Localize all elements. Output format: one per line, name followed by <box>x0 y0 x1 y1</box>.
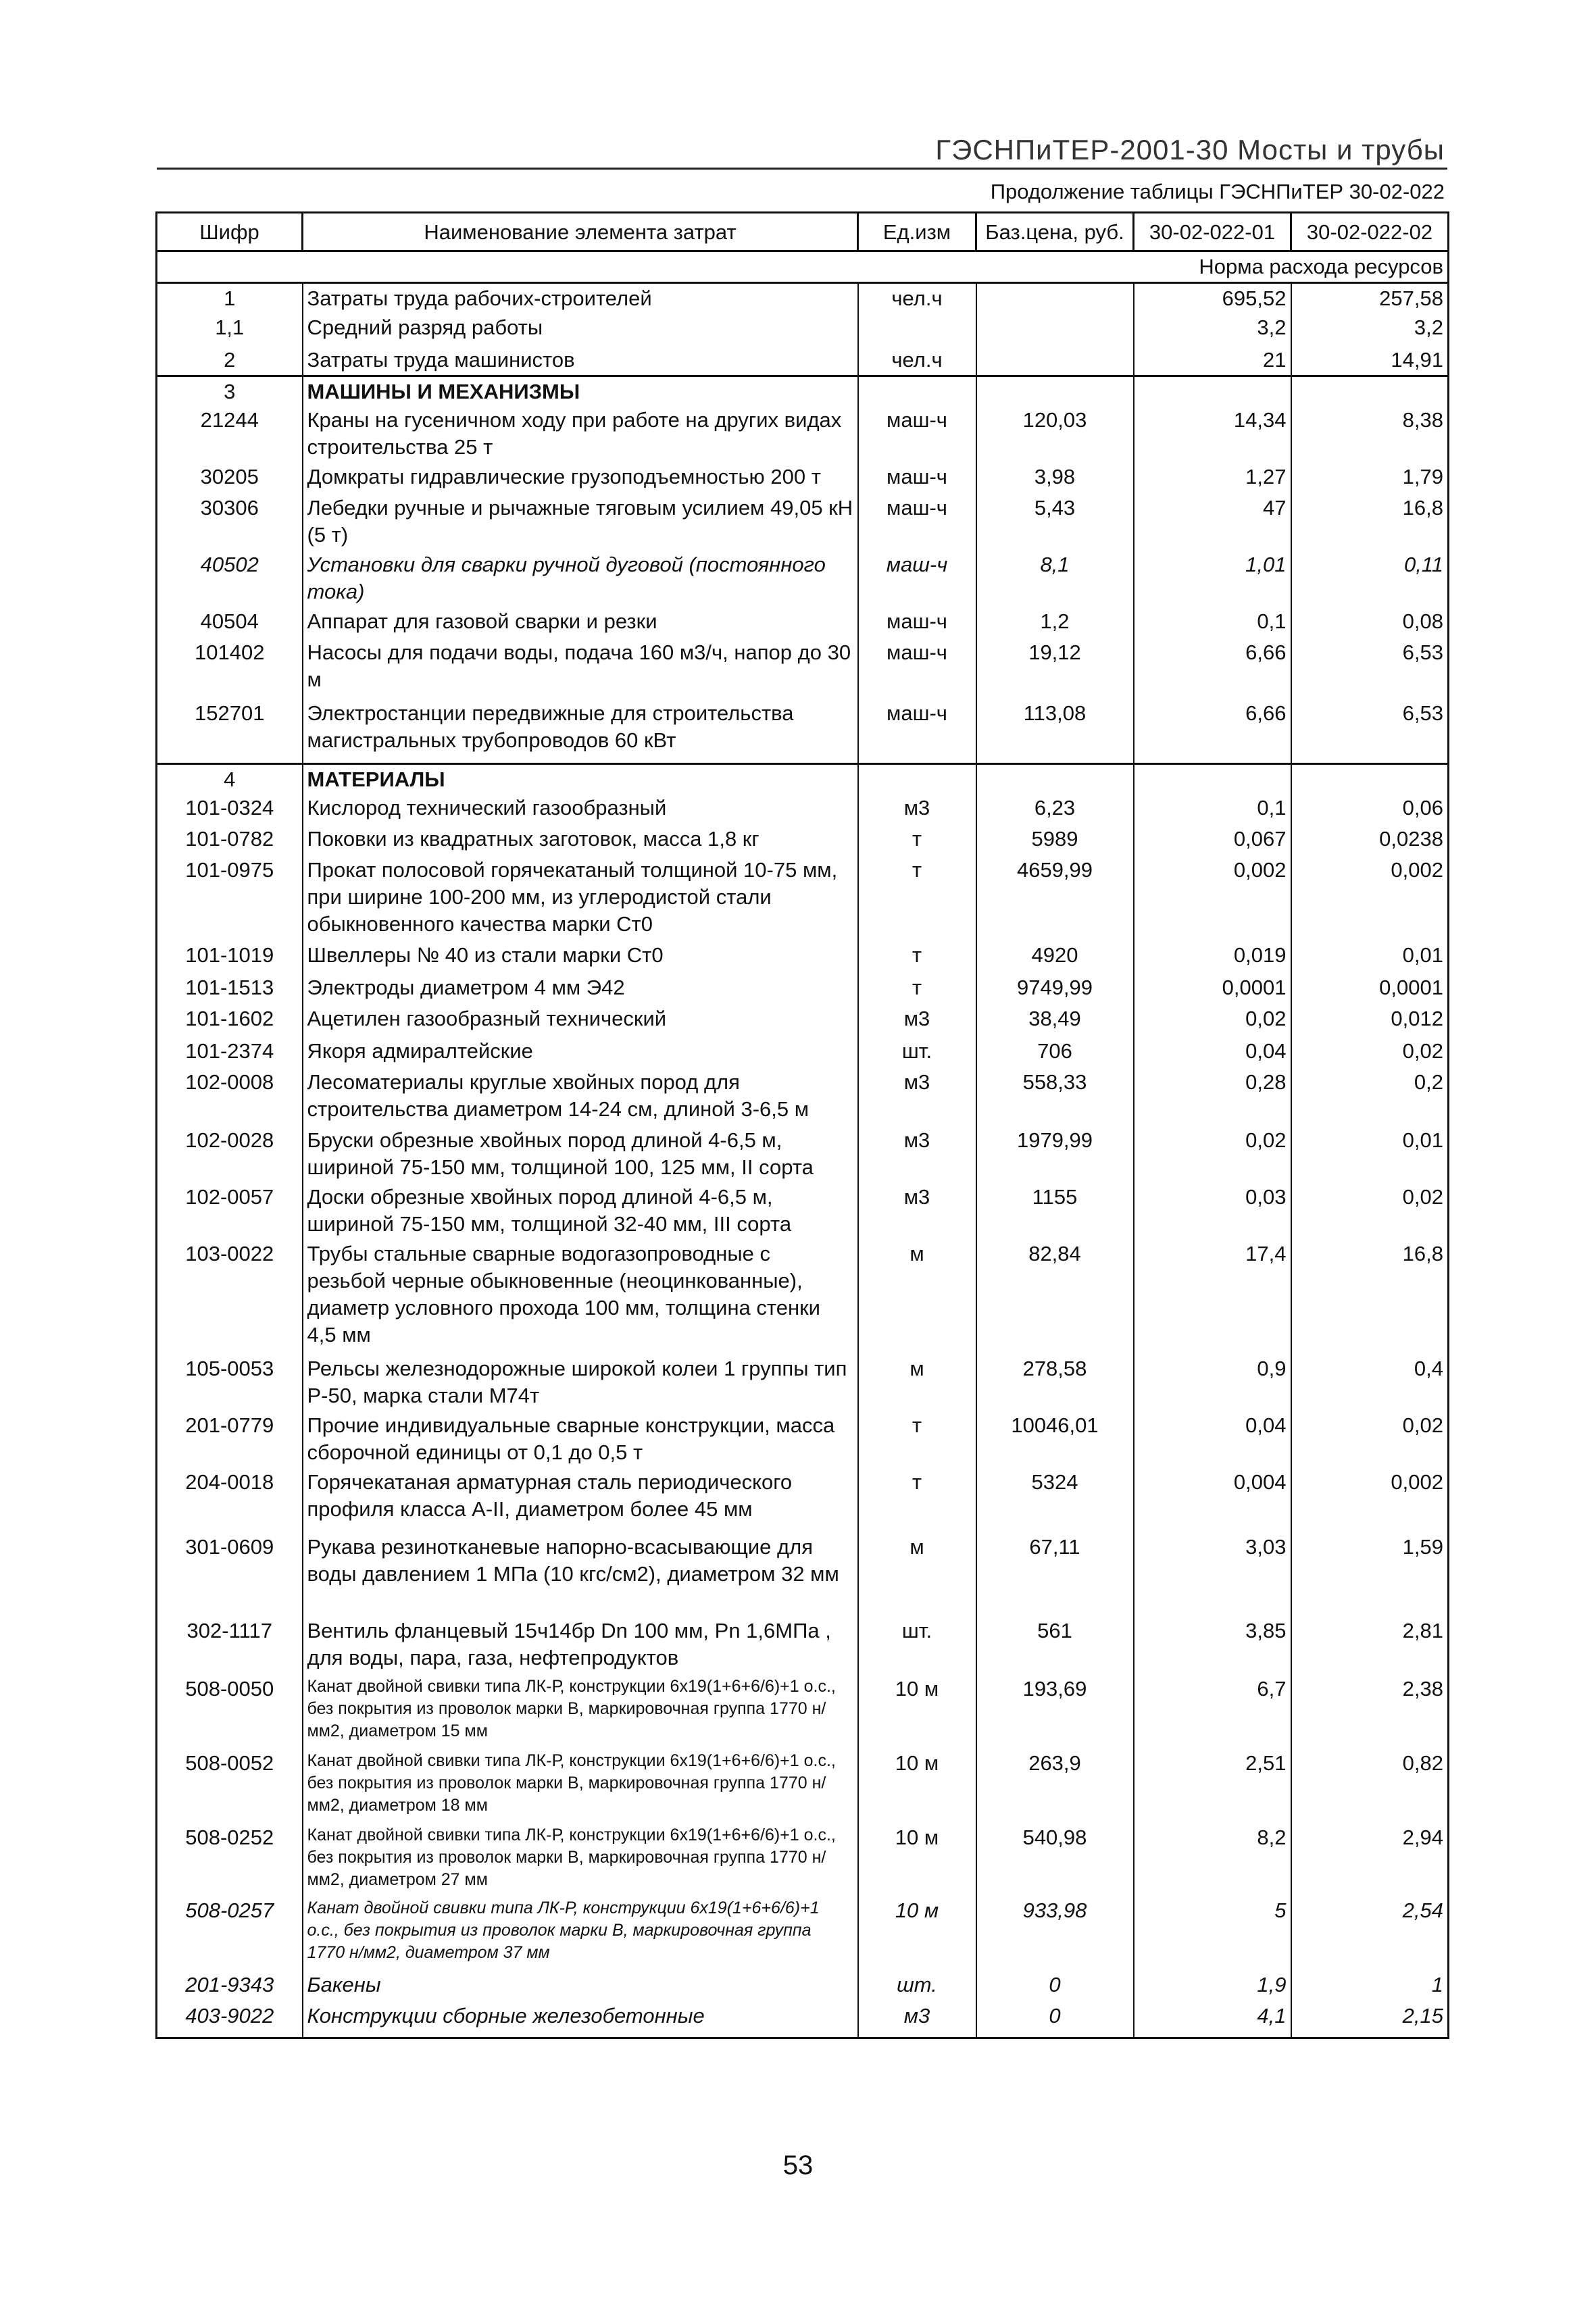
row-value-01: 14,34 <box>1134 405 1291 462</box>
table-row <box>157 1036 1449 1067</box>
row-unit: м3 <box>858 1004 976 1036</box>
row-value-02 <box>1291 763 1449 793</box>
row-name: Конструкции сборные железобетонные <box>303 2001 858 2038</box>
row-value-02: 0,02 <box>1291 1411 1449 1467</box>
row-base-price: 5989 <box>976 824 1134 855</box>
row-value-02 <box>1291 376 1449 406</box>
row-value-01: 0,1 <box>1134 793 1291 824</box>
row-base-price: 561 <box>976 1616 1134 1674</box>
row-code: 21244 <box>157 405 303 462</box>
row-value-01: 0,002 <box>1134 855 1291 940</box>
row-code: 201-0779 <box>157 1411 303 1467</box>
row-unit: м <box>858 1354 976 1411</box>
row-name: Трубы стальные сварные водогазопроводные с резьбой черные обыкновенные (неоцинкованные), диаметр условного прохода 100 мм, толщина стенки 4,5 мм <box>303 1239 858 1354</box>
row-name: Канат двойной свивки типа ЛК-Р, конструкции 6х19(1+6+6/6)+1 о.с., без покрытия из проволок марки В, маркировочная группа 1770 н/мм2, диаметром 37 мм <box>303 1896 858 1970</box>
row-base-price: 4920 <box>976 940 1134 973</box>
row-value-02: 3,2 <box>1291 313 1449 345</box>
row-base-price: 263,9 <box>976 1749 1134 1823</box>
row-unit: т <box>858 824 976 855</box>
row-base-price <box>976 283 1134 313</box>
row-base-price: 540,98 <box>976 1823 1134 1896</box>
row-unit: м3 <box>858 2001 976 2038</box>
row-value-02: 257,58 <box>1291 283 1449 313</box>
row-code: 30205 <box>157 462 303 493</box>
row-unit: маш-ч <box>858 550 976 607</box>
row-code: 102-0028 <box>157 1126 303 1182</box>
row-code: 1,1 <box>157 313 303 345</box>
row-unit: 10 м <box>858 1749 976 1823</box>
row-name: Аппарат для газовой сварки и резки <box>303 607 858 638</box>
row-base-price: 67,11 <box>976 1532 1134 1616</box>
row-base-price: 278,58 <box>976 1354 1134 1411</box>
row-base-price: 9749,99 <box>976 973 1134 1004</box>
row-value-01: 0,1 <box>1134 607 1291 638</box>
table-continuation-label: Продолжение таблицы ГЭСНПиТЕР 30-02-022 <box>990 180 1445 203</box>
row-base-price: 0 <box>976 1970 1134 2001</box>
row-base-price: 10046,01 <box>976 1411 1134 1467</box>
table-row <box>157 1467 1449 1532</box>
row-value-02: 0,08 <box>1291 607 1449 638</box>
row-base-price: 6,23 <box>976 793 1134 824</box>
row-unit: м <box>858 1532 976 1616</box>
row-base-price: 4659,99 <box>976 855 1134 940</box>
row-base-price: 558,33 <box>976 1067 1134 1126</box>
row-name: Краны на гусеничном ходу при работе на других видах строительства 25 т <box>303 405 858 462</box>
row-value-01: 3,2 <box>1134 313 1291 345</box>
table-row <box>157 973 1449 1004</box>
column-header-name: Наименование элемента затрат <box>303 213 858 251</box>
table-row <box>157 2001 1449 2038</box>
table-row <box>157 313 1449 345</box>
row-value-01: 0,004 <box>1134 1467 1291 1532</box>
column-header-variant-01: 30-02-022-01 <box>1134 213 1291 251</box>
section-row <box>157 376 1449 406</box>
column-header-variant-02: 30-02-022-02 <box>1291 213 1449 251</box>
row-name: Бруски обрезные хвойных пород длиной 4-6,5 м, шириной 75-150 мм, толщиной 100, 125 мм, II сорта <box>303 1126 858 1182</box>
row-base-price: 1979,99 <box>976 1126 1134 1182</box>
row-value-01: 8,2 <box>1134 1823 1291 1896</box>
row-base-price: 8,1 <box>976 550 1134 607</box>
row-code: 101-2374 <box>157 1036 303 1067</box>
table-row <box>157 1616 1449 1674</box>
row-code: 102-0008 <box>157 1067 303 1126</box>
row-code: 4 <box>157 763 303 793</box>
row-name: Вентиль фланцевый 15ч14бр Dn 100 мм, Pn 1,6МПа , для воды, пара, газа, нефтепродуктов <box>303 1616 858 1674</box>
row-value-01: 1,27 <box>1134 462 1291 493</box>
row-value-01: 0,04 <box>1134 1036 1291 1067</box>
row-unit: м3 <box>858 1182 976 1239</box>
row-base-price <box>976 763 1134 793</box>
row-value-02: 0,01 <box>1291 940 1449 973</box>
table-row <box>157 283 1449 313</box>
page-number: 53 <box>782 2150 814 2180</box>
table-header-row <box>157 213 1449 251</box>
table-row <box>157 1239 1449 1354</box>
row-value-01: 0,02 <box>1134 1004 1291 1036</box>
row-base-price: 933,98 <box>976 1896 1134 1970</box>
table-row <box>157 550 1449 607</box>
row-code: 508-0257 <box>157 1896 303 1970</box>
row-name: Затраты труда машинистов <box>303 345 858 376</box>
row-value-02: 16,8 <box>1291 1239 1449 1354</box>
row-name: Кислород технический газообразный <box>303 793 858 824</box>
row-value-01: 4,1 <box>1134 2001 1291 2038</box>
row-code: 105-0053 <box>157 1354 303 1411</box>
row-name: Электроды диаметром 4 мм Э42 <box>303 973 858 1004</box>
row-value-02: 1 <box>1291 1970 1449 2001</box>
row-unit: маш-ч <box>858 638 976 699</box>
row-code: 508-0052 <box>157 1749 303 1823</box>
table-row <box>157 1532 1449 1616</box>
row-base-price: 1,2 <box>976 607 1134 638</box>
table-row <box>157 1970 1449 2001</box>
row-name: Канат двойной свивки типа ЛК-Р, конструкции 6х19(1+6+6/6)+1 о.с., без покрытия из проволок марки В, маркировочная группа 1770 н/мм2, диаметром 27 мм <box>303 1823 858 1896</box>
column-header-code: Шифр <box>157 213 303 251</box>
row-value-02: 14,91 <box>1291 345 1449 376</box>
table-row <box>157 1674 1449 1749</box>
row-base-price <box>976 376 1134 406</box>
row-unit: м3 <box>858 1067 976 1126</box>
row-value-01: 3,03 <box>1134 1532 1291 1616</box>
row-name: Канат двойной свивки типа ЛК-Р, конструкции 6х19(1+6+6/6)+1 о.с., без покрытия из проволок марки В, маркировочная группа 1770 н/мм2, диаметром 15 мм <box>303 1674 858 1749</box>
row-code: 301-0609 <box>157 1532 303 1616</box>
row-unit: 10 м <box>858 1823 976 1896</box>
row-code: 101-0324 <box>157 793 303 824</box>
row-code: 103-0022 <box>157 1239 303 1354</box>
table-row <box>157 1823 1449 1896</box>
row-unit: м <box>858 1239 976 1354</box>
row-value-02: 0,002 <box>1291 1467 1449 1532</box>
table-row <box>157 940 1449 973</box>
row-base-price: 113,08 <box>976 699 1134 763</box>
row-unit: т <box>858 940 976 973</box>
row-unit: маш-ч <box>858 493 976 550</box>
table-row <box>157 824 1449 855</box>
table-row <box>157 462 1449 493</box>
table-row <box>157 699 1449 763</box>
row-unit: чел.ч <box>858 283 976 313</box>
row-value-02: 8,38 <box>1291 405 1449 462</box>
row-value-02: 1,79 <box>1291 462 1449 493</box>
row-value-01: 6,7 <box>1134 1674 1291 1749</box>
row-unit: м3 <box>858 793 976 824</box>
row-value-01: 6,66 <box>1134 638 1291 699</box>
row-value-02: 0,002 <box>1291 855 1449 940</box>
row-value-01: 0,019 <box>1134 940 1291 973</box>
row-value-02: 0,0001 <box>1291 973 1449 1004</box>
row-value-02: 6,53 <box>1291 638 1449 699</box>
row-value-02: 0,82 <box>1291 1749 1449 1823</box>
row-unit: маш-ч <box>858 462 976 493</box>
row-code: 3 <box>157 376 303 406</box>
row-base-price: 3,98 <box>976 462 1134 493</box>
row-code: 2 <box>157 345 303 376</box>
row-name: Горячекатаная арматурная сталь периодического профиля класса А-II, диаметром более 45 мм <box>303 1467 858 1532</box>
table-row <box>157 405 1449 462</box>
row-code: 101-1019 <box>157 940 303 973</box>
row-name: Якоря адмиралтейские <box>303 1036 858 1067</box>
row-base-price: 5,43 <box>976 493 1134 550</box>
row-code: 101-0782 <box>157 824 303 855</box>
row-value-01: 21 <box>1134 345 1291 376</box>
row-value-02: 2,15 <box>1291 2001 1449 2038</box>
row-code: 101-1602 <box>157 1004 303 1036</box>
row-value-01: 1,01 <box>1134 550 1291 607</box>
row-base-price: 0 <box>976 2001 1134 2038</box>
row-name: Рельсы железнодорожные широкой колеи 1 группы тип Р-50, марка стали М74т <box>303 1354 858 1411</box>
table-row <box>157 793 1449 824</box>
table-row <box>157 638 1449 699</box>
row-value-02: 0,0238 <box>1291 824 1449 855</box>
table-row <box>157 493 1449 550</box>
row-code: 101-0975 <box>157 855 303 940</box>
row-unit: 10 м <box>858 1896 976 1970</box>
row-name: Прочие индивидуальные сварные конструкции, масса сборочной единицы от 0,1 до 0,5 т <box>303 1411 858 1467</box>
row-value-02: 0,02 <box>1291 1036 1449 1067</box>
row-value-01: 0,04 <box>1134 1411 1291 1467</box>
row-unit <box>858 763 976 793</box>
row-value-02: 2,54 <box>1291 1896 1449 1970</box>
row-value-01: 0,9 <box>1134 1354 1291 1411</box>
row-value-02: 16,8 <box>1291 493 1449 550</box>
row-value-01: 47 <box>1134 493 1291 550</box>
row-value-02: 0,02 <box>1291 1182 1449 1239</box>
row-unit: шт. <box>858 1970 976 2001</box>
row-base-price: 82,84 <box>976 1239 1134 1354</box>
row-name: Лебедки ручные и рычажные тяговым усилием 49,05 кН (5 т) <box>303 493 858 550</box>
row-unit: т <box>858 1467 976 1532</box>
row-name: Лесоматериалы круглые хвойных пород для строительства диаметром 14-24 см, длиной 3-6,5 м <box>303 1067 858 1126</box>
row-value-01: 5 <box>1134 1896 1291 1970</box>
table-row <box>157 345 1449 376</box>
row-value-01: 6,66 <box>1134 699 1291 763</box>
column-header-base-price: Баз.цена, руб. <box>976 213 1134 251</box>
row-value-01: 3,85 <box>1134 1616 1291 1674</box>
row-name: Электростанции передвижные для строительства магистральных трубопроводов 60 кВт <box>303 699 858 763</box>
section-row <box>157 763 1449 793</box>
row-name: Швеллеры № 40 из стали марки Ст0 <box>303 940 858 973</box>
row-value-01: 0,03 <box>1134 1182 1291 1239</box>
row-value-01: 0,28 <box>1134 1067 1291 1126</box>
row-base-price: 5324 <box>976 1467 1134 1532</box>
row-base-price: 193,69 <box>976 1674 1134 1749</box>
row-value-02: 2,81 <box>1291 1616 1449 1674</box>
row-code: 508-0050 <box>157 1674 303 1749</box>
table-row <box>157 1182 1449 1239</box>
row-code: 204-0018 <box>157 1467 303 1532</box>
row-name: Бакены <box>303 1970 858 2001</box>
table-row <box>157 1004 1449 1036</box>
row-value-01: 0,0001 <box>1134 973 1291 1004</box>
row-code: 30306 <box>157 493 303 550</box>
row-base-price: 1155 <box>976 1182 1134 1239</box>
document-title: ГЭСНПиТЕР-2001-30 Мосты и трубы <box>935 134 1445 166</box>
row-value-02: 2,38 <box>1291 1674 1449 1749</box>
row-value-01: 695,52 <box>1134 283 1291 313</box>
row-name: Установки для сварки ручной дуговой (постоянного тока) <box>303 550 858 607</box>
row-unit: м3 <box>858 1126 976 1182</box>
row-name: Ацетилен газообразный технический <box>303 1004 858 1036</box>
row-code: 101402 <box>157 638 303 699</box>
row-unit: 10 м <box>858 1674 976 1749</box>
row-value-01: 0,02 <box>1134 1126 1291 1182</box>
row-unit: шт. <box>858 1616 976 1674</box>
table-row <box>157 1749 1449 1823</box>
row-value-02: 0,06 <box>1291 793 1449 824</box>
table-row <box>157 1411 1449 1467</box>
row-value-02: 0,01 <box>1291 1126 1449 1182</box>
row-name: Средний разряд работы <box>303 313 858 345</box>
row-unit: маш-ч <box>858 607 976 638</box>
row-name: Канат двойной свивки типа ЛК-Р, конструкции 6х19(1+6+6/6)+1 о.с., без покрытия из проволок марки В, маркировочная группа 1770 н/мм2, диаметром 18 мм <box>303 1749 858 1823</box>
row-unit <box>858 376 976 406</box>
row-value-02: 0,11 <box>1291 550 1449 607</box>
row-unit: шт. <box>858 1036 976 1067</box>
resource-norms-table <box>155 211 1449 2039</box>
row-base-price: 38,49 <box>976 1004 1134 1036</box>
row-name: Рукава резинотканевые напорно-всасывающие для воды давлением 1 МПа (10 кгс/см2), диаметром 32 мм <box>303 1532 858 1616</box>
row-code: 152701 <box>157 699 303 763</box>
row-name: Доски обрезные хвойных пород длиной 4-6,5 м, шириной 75-150 мм, толщиной 32-40 мм, III сорта <box>303 1182 858 1239</box>
row-code: 101-1513 <box>157 973 303 1004</box>
row-unit: чел.ч <box>858 345 976 376</box>
row-value-01 <box>1134 376 1291 406</box>
table-row <box>157 1126 1449 1182</box>
row-value-02: 2,94 <box>1291 1823 1449 1896</box>
row-name: МАТЕРИАЛЫ <box>303 763 858 793</box>
row-base-price <box>976 345 1134 376</box>
row-unit: т <box>858 1411 976 1467</box>
row-code: 102-0057 <box>157 1182 303 1239</box>
row-name: Домкраты гидравлические грузоподъемностью 200 т <box>303 462 858 493</box>
row-value-02: 0,012 <box>1291 1004 1449 1036</box>
row-value-02: 1,59 <box>1291 1532 1449 1616</box>
norm-row-spacer <box>157 251 1134 283</box>
header-rule <box>157 168 1447 170</box>
row-unit <box>858 313 976 345</box>
table-row <box>157 1067 1449 1126</box>
row-value-02: 6,53 <box>1291 699 1449 763</box>
table-row <box>157 855 1449 940</box>
row-value-01: 17,4 <box>1134 1239 1291 1354</box>
row-value-01: 2,51 <box>1134 1749 1291 1823</box>
row-code: 201-9343 <box>157 1970 303 2001</box>
row-base-price <box>976 313 1134 345</box>
row-value-01: 0,067 <box>1134 824 1291 855</box>
table-row <box>157 1354 1449 1411</box>
row-name: МАШИНЫ И МЕХАНИЗМЫ <box>303 376 858 406</box>
norm-label: Норма расхода ресурсов <box>1134 251 1449 283</box>
row-code: 40504 <box>157 607 303 638</box>
row-name: Поковки из квадратных заготовок, масса 1,8 кг <box>303 824 858 855</box>
row-value-01: 1,9 <box>1134 1970 1291 2001</box>
row-name: Насосы для подачи воды, подача 160 м3/ч, напор до 30 м <box>303 638 858 699</box>
row-code: 403-9022 <box>157 2001 303 2038</box>
row-code: 302-1117 <box>157 1616 303 1674</box>
row-base-price: 19,12 <box>976 638 1134 699</box>
row-unit: маш-ч <box>858 699 976 763</box>
row-value-02: 0,4 <box>1291 1354 1449 1411</box>
row-unit: т <box>858 855 976 940</box>
row-code: 508-0252 <box>157 1823 303 1896</box>
norm-label-row <box>157 251 1449 283</box>
row-name: Прокат полосовой горячекатаный толщиной 10-75 мм, при ширине 100-200 мм, из углеродистой стали обыкновенного качества марки Ст0 <box>303 855 858 940</box>
table-row <box>157 607 1449 638</box>
column-header-unit: Ед.изм <box>858 213 976 251</box>
row-value-02: 0,2 <box>1291 1067 1449 1126</box>
row-code: 40502 <box>157 550 303 607</box>
row-base-price: 120,03 <box>976 405 1134 462</box>
row-unit: т <box>858 973 976 1004</box>
row-unit: маш-ч <box>858 405 976 462</box>
row-base-price: 706 <box>976 1036 1134 1067</box>
table-row <box>157 1896 1449 1970</box>
row-value-01 <box>1134 763 1291 793</box>
row-code: 1 <box>157 283 303 313</box>
row-name: Затраты труда рабочих-строителей <box>303 283 858 313</box>
